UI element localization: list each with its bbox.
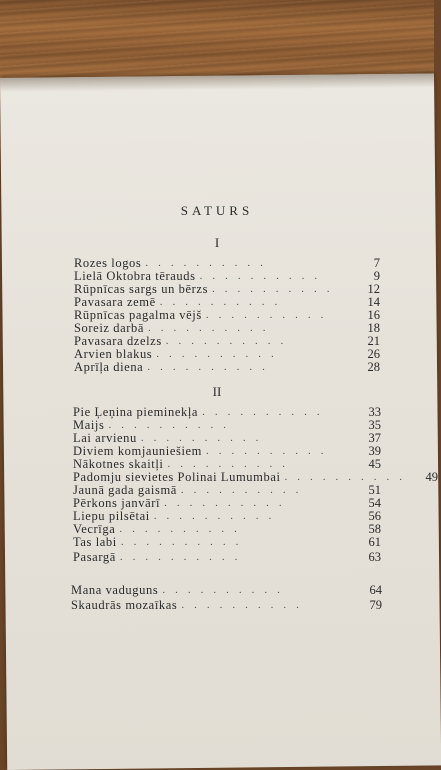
- entry-title: Lielā Oktobra tērauds: [74, 269, 196, 283]
- toc-entry: [71, 598, 382, 612]
- toc-entry: [74, 269, 380, 283]
- toc-entry: [73, 405, 381, 419]
- entry-page: 16: [367, 308, 380, 322]
- entry-title: Pavasara dzelzs: [74, 334, 162, 348]
- entry-title: Tas labi: [73, 535, 117, 549]
- section-label-1: I: [214, 235, 220, 250]
- entry-page: 49: [425, 470, 439, 484]
- leader-dots: ..........: [108, 419, 236, 431]
- entry-title: Nākotnes skaitļi: [73, 457, 164, 471]
- entry-title: Rūpnīcas pagalma vējš: [74, 308, 202, 322]
- entry-page: 56: [368, 509, 381, 523]
- entry-title: Maijs: [73, 418, 105, 432]
- leader-dots: ..........: [202, 406, 330, 418]
- leader-dots: ..........: [140, 432, 269, 444]
- toc-entry: [71, 583, 382, 597]
- entry-page: 54: [368, 496, 381, 510]
- entry-page: 39: [368, 444, 381, 458]
- entry-page: 37: [368, 431, 381, 445]
- entry-page: 18: [367, 321, 380, 335]
- entry-page: 26: [367, 347, 380, 361]
- entry-title: Rozes logos: [74, 256, 142, 270]
- entry-title: Vecrīga: [73, 522, 116, 536]
- leader-dots: ..........: [162, 584, 290, 596]
- toc-entry: [74, 360, 380, 374]
- toc-entry: [73, 470, 439, 484]
- entry-title: Soreiz darbā: [74, 321, 145, 335]
- leader-dots: ..........: [153, 510, 282, 522]
- toc-entry: [73, 444, 381, 458]
- leader-dots: ..........: [180, 484, 309, 496]
- entry-title: Mana vaduguns: [71, 583, 159, 597]
- leader-dots: ..........: [148, 322, 276, 334]
- section-label-2: II: [212, 384, 222, 399]
- leader-dots: ..........: [199, 270, 328, 282]
- entry-title: Liepu pilsētai: [73, 509, 150, 523]
- entry-title: Pie Ļeņina pieminekļa: [73, 405, 199, 419]
- toc-entry: [74, 256, 380, 270]
- entry-title: Arvien blakus: [74, 347, 153, 361]
- leader-dots: ..........: [145, 257, 273, 269]
- toc-entry: [74, 282, 380, 296]
- entry-page: 28: [367, 360, 380, 374]
- leader-dots: ..........: [156, 348, 284, 360]
- contents-heading: SATURS: [180, 203, 254, 218]
- leader-dots: ..........: [147, 361, 275, 373]
- toc-entry: [73, 496, 381, 510]
- leader-dots: ..........: [120, 536, 249, 548]
- leader-dots: ..........: [206, 445, 334, 457]
- leader-dots: ..........: [284, 471, 413, 483]
- toc-entry: [73, 418, 381, 432]
- entry-title: Padomju sievietes Polinai Lumumbai: [73, 470, 281, 484]
- entry-title: Diviem komjauniešiem: [73, 444, 202, 458]
- leader-dots: ..........: [119, 551, 248, 563]
- entry-title: Jaunā gada gaismā: [73, 483, 177, 497]
- entry-page: 61: [368, 535, 381, 549]
- toc-entry: [73, 457, 381, 471]
- entry-page: 64: [369, 583, 382, 597]
- entry-title: Pērkons janvārī: [73, 496, 161, 510]
- entry-page: 45: [368, 457, 381, 471]
- entry-page: 35: [368, 418, 381, 432]
- leader-dots: ..........: [167, 458, 295, 470]
- entry-title: Pasargā: [73, 550, 116, 564]
- toc-entry: [74, 347, 380, 361]
- toc-entry: [74, 295, 380, 309]
- leader-dots: ..........: [212, 283, 340, 295]
- toc-entry: [74, 308, 380, 322]
- toc-entry: [73, 431, 381, 445]
- entry-title: Pavasara zemē: [74, 295, 156, 309]
- entry-page: 33: [368, 405, 381, 419]
- entry-page: 21: [367, 334, 380, 348]
- toc-entry: [73, 522, 381, 536]
- toc-entry: [73, 509, 381, 523]
- entry-page: 9: [373, 269, 380, 283]
- toc-entry: [73, 535, 381, 549]
- entry-page: 63: [368, 550, 381, 564]
- toc-entry: [74, 321, 380, 335]
- toc-entry: [73, 550, 381, 564]
- entry-title: Skaudrās mozaīkas: [71, 598, 178, 612]
- leader-dots: ..........: [205, 309, 334, 321]
- leader-dots: ..........: [164, 497, 292, 509]
- leader-dots: ..........: [181, 599, 309, 611]
- entry-page: 79: [369, 598, 382, 612]
- leader-dots: ..........: [159, 296, 288, 308]
- toc-entry: [74, 334, 380, 348]
- entry-page: 7: [373, 256, 380, 270]
- entry-title: Lai arvienu: [73, 431, 137, 445]
- entry-page: 14: [367, 295, 380, 309]
- toc-entry: [73, 483, 381, 497]
- entry-page: 51: [368, 483, 381, 497]
- entry-page: 12: [367, 282, 380, 296]
- leader-dots: ..........: [165, 335, 294, 347]
- leader-dots: ..........: [119, 523, 247, 535]
- entry-page: 58: [368, 522, 381, 536]
- entry-title: Rūpnīcas sargs un bērzs: [74, 282, 209, 296]
- entry-title: Aprīļa diena: [74, 360, 144, 374]
